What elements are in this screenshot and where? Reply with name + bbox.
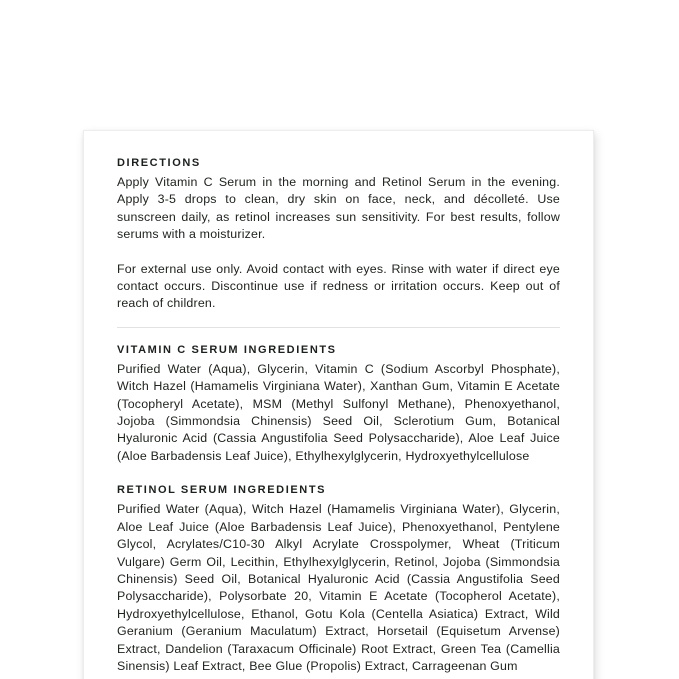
- directions-section: [117, 157, 560, 313]
- section-divider: [117, 327, 560, 328]
- retinol-ingredients-text: Purified Water (Aqua), Witch Hazel (Hamamelis Virginiana Water), Glycerin, Aloe Leaf Juice (Aloe Barbadensis Leaf Juice), Phenoxyethanol, Pentylene Glycol, Acrylates/C10-30 Alkyl Acrylate Crosspolymer, Wheat (Triticum Vulgare) Germ Oil, Lecithin, Ethylhexylglycerin, Retinol, Jojoba (Simmondsia Chinensis) Seed Oil, Botanical Hyaluronic Acid (Cassia Angustifolia Seed Polysaccharide), Polysorbate 20, Vitamin E Acetate (Tocopherol Acetate), Hydroxyethylcellulose, Ethanol, Gotu Kola (Centella Asiatica) Extract, Wild Geranium (Geranium Maculatum) Extract, Horsetail (Equisetum Arvense) Extract, Dandelion (Taraxacum Officinale) Root Extract, Green Tea (Camellia Sinensis) Leaf Extract, Bee Glue (Propolis) Extract, Carrageenan Gum: [117, 502, 560, 673]
- vitamin-c-ingredients-text: Purified Water (Aqua), Glycerin, Vitamin C (Sodium Ascorbyl Phosphate), Witch Hazel (Hamamelis Virginiana Water), Xanthan Gum, Vitamin E Acetate (Tocopheryl Acetate), MSM (Methyl Sulfonyl Methane), Phenoxyethanol, Jojoba (Simmondsia Chinensis) Seed Oil, Sclerotium Gum, Botanical Hyaluronic Acid (Cassia Angustifolia Seed Polysaccharide), Aloe Leaf Juice (Aloe Barbadensis Leaf Juice), Ethylhexylglycerin, Hydroxyethylcellulose: [117, 361, 560, 463]
- retinol-ingredients-heading: RETINOL SERUM INGREDIENTS: [117, 484, 327, 497]
- directions-text: Apply Vitamin C Serum in the morning and Retinol Serum in the evening. Apply 3-5 drops to clean, dry skin on face, neck, and décolleté. Use sunscreen daily, as retinol increases sun sensitivity. For best results, follow serums with a moisturizer.: [117, 175, 560, 242]
- product-label-card: [83, 130, 594, 679]
- directions-heading: DIRECTIONS: [117, 157, 201, 169]
- vitamin-c-ingredients-heading: VITAMIN C SERUM INGREDIENTS: [117, 343, 337, 356]
- vitamin-c-ingredients-section: [117, 344, 560, 465]
- retinol-ingredients-section: [117, 484, 560, 675]
- warning-text: For external use only. Avoid contact with eyes. Rinse with water if direct eye contact occurs. Discontinue use if redness or irritation occurs. Keep out of reach of children.: [117, 261, 560, 311]
